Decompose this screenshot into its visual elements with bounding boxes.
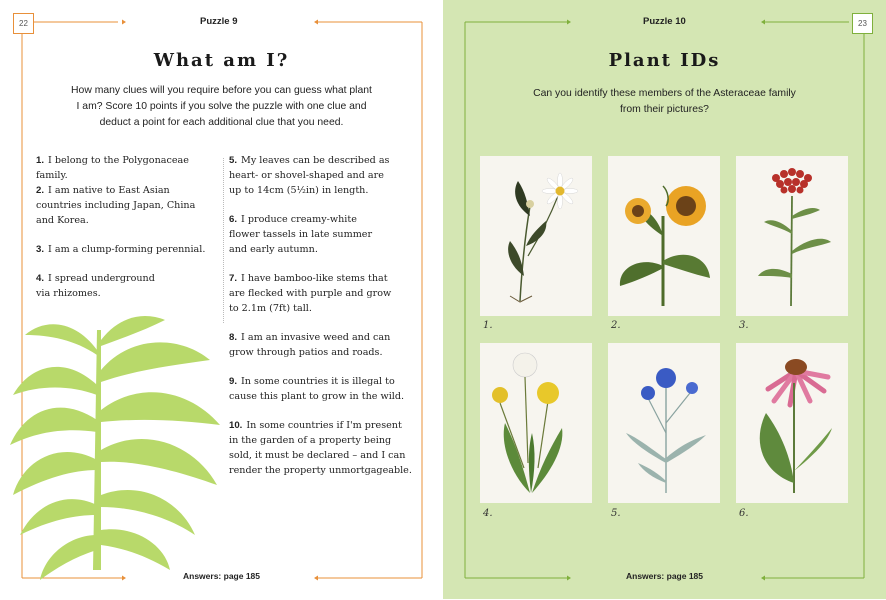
plant-card-3 (736, 156, 848, 316)
red-yarrow-illustration (736, 156, 848, 316)
clue-1 (36, 153, 221, 183)
clue-number: 9. (229, 376, 238, 387)
intro-line: deduct a point for each additional clue that you need. (99, 117, 344, 128)
answer-reference: Answers: page 185 (183, 571, 261, 581)
echinacea-illustration (736, 343, 848, 503)
plant-card-2 (608, 156, 720, 316)
clue-3 (36, 242, 221, 257)
clue-line: grow through patios and roads. (229, 347, 383, 358)
plant-card-label-3: 3. (739, 320, 749, 331)
clue-column-divider (223, 158, 224, 323)
puzzle-label: Puzzle 10 (643, 16, 686, 27)
clue-number: 1. (36, 155, 45, 166)
clue-line: I produce creamy-white (241, 214, 357, 225)
plant-card-label-2: 2. (611, 320, 621, 331)
clue-line: are flecked with purple and grow (229, 288, 392, 299)
plant-card-6 (736, 343, 848, 503)
plant-silhouette (5, 310, 230, 600)
clue-line: I am an invasive weed and can (241, 332, 391, 343)
clue-7 (229, 271, 419, 316)
puzzle-label: Puzzle 9 (200, 16, 238, 27)
answer-reference: Answers: page 185 (626, 571, 704, 581)
clue-line: render the property unmortgageable. (229, 465, 412, 476)
page-title: Plant IDs (608, 50, 721, 71)
page-number: 23 (852, 13, 873, 34)
intro-line: I am? Score 10 points if you solve the puzzle with one clue and (76, 101, 367, 112)
clue-line: in the garden of a property being (229, 435, 392, 446)
clue-line: I am a clump-forming perennial. (48, 244, 206, 255)
clue-9 (229, 374, 419, 404)
intro-line: How many clues will you require before you can guess what plant (71, 85, 372, 96)
clue-line: countries including Japan, China (36, 200, 196, 211)
page-title: What am I? (153, 50, 290, 71)
clue-line: In some countries if I'm present (246, 420, 402, 431)
plant-card-1 (480, 156, 592, 316)
clue-number: 6. (229, 214, 238, 225)
clue-line: cause this plant to grow in the wild. (229, 391, 405, 402)
clue-line: My leaves can be described as (241, 155, 390, 166)
clue-4 (36, 271, 221, 301)
clue-number: 3. (36, 244, 45, 255)
cornflower-illustration (608, 343, 720, 503)
clue-line: heart- or shovel-shaped and are (229, 170, 384, 181)
plant-card-label-4: 4. (483, 508, 493, 519)
plant-card-label-1: 1. (483, 320, 493, 331)
clue-10 (229, 418, 419, 478)
clue-line: and Korea. (36, 215, 89, 226)
daisy-like-flower-illustration (480, 156, 592, 316)
clue-6 (229, 212, 419, 257)
clue-line: I have bamboo-like stems that (241, 273, 388, 284)
dandelion-illustration (480, 343, 592, 503)
clue-line: In some countries it is illegal to (241, 376, 395, 387)
clue-line: and early autumn. (229, 244, 318, 255)
intro-text (483, 86, 846, 118)
clue-number: 2. (36, 185, 45, 196)
plant-card-label-5: 5. (611, 508, 621, 519)
plant-card-label-6: 6. (739, 508, 749, 519)
left-page (0, 0, 443, 599)
plant-card-5 (608, 343, 720, 503)
intro-line: Can you identify these members of the Asteraceae family (533, 88, 796, 99)
clue-number: 8. (229, 332, 238, 343)
clue-line: to 2.1m (7ft) tall. (229, 303, 312, 314)
clue-line: I spread underground (48, 273, 155, 284)
sunflower-illustration (608, 156, 720, 316)
clue-line: up to 14cm (5½in) in length. (229, 185, 369, 196)
clue-line: I am native to East Asian (48, 185, 170, 196)
page-number: 22 (13, 13, 34, 34)
intro-line: from their pictures? (620, 104, 709, 115)
clue-2 (36, 183, 221, 228)
intro-text (40, 83, 403, 131)
clue-number: 10. (229, 420, 243, 431)
clue-8 (229, 330, 419, 360)
clue-number: 4. (36, 273, 45, 284)
clue-number: 7. (229, 273, 238, 284)
clue-line: I belong to the Polygonaceae family. (36, 155, 189, 181)
clue-5 (229, 153, 419, 198)
clue-line: flower tassels in late summer (229, 229, 373, 240)
clue-number: 5. (229, 155, 238, 166)
plant-card-4 (480, 343, 592, 503)
clue-line: via rhizomes. (36, 288, 101, 299)
clue-line: sold, it must be declared – and I can (229, 450, 406, 461)
right-page (443, 0, 886, 599)
